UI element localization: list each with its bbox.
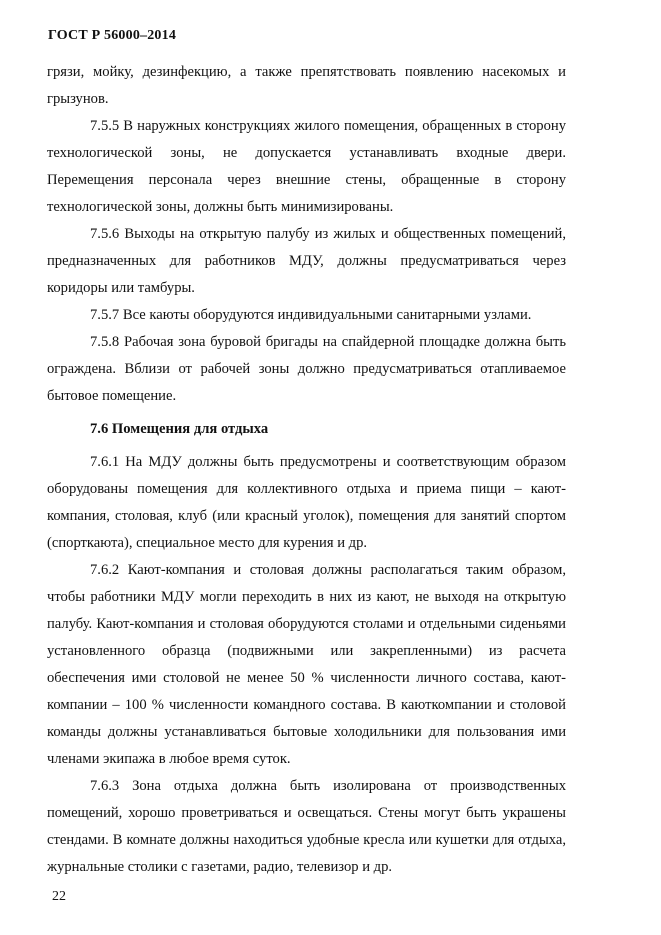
document-body bbox=[47, 59, 566, 881]
section-heading-7-6: 7.6 Помещения для отдыха bbox=[90, 421, 269, 437]
paragraph-continuation: грязи, мойку, дезинфекцию, а также препятствовать появлению насекомых и грызунов. bbox=[47, 64, 566, 107]
paragraph-7-5-6: 7.5.6 Выходы на открытую палубу из жилых и общественных помещений, предназначенных для работников МДУ, должны предусматриваться через коридоры или тамбуры. bbox=[47, 226, 566, 296]
paragraph-7-5-8: 7.5.8 Рабочая зона буровой бригады на спайдерной площадке должна быть ограждена. Вблизи от рабочей зоны должно предусматриваться отапливаемое бытовое помещение. bbox=[47, 334, 566, 404]
document-header: ГОСТ Р 56000–2014 bbox=[48, 28, 177, 43]
paragraph-7-5-5: 7.5.5 В наружных конструкциях жилого помещения, обращенных в сторону технологической зоны, не допускается устанавливать входные двери. Перемещения персонала через внешние стены, обращенные в сторону технологической зоны, должны быть минимизированы. bbox=[47, 118, 566, 215]
paragraph-7-5-7: 7.5.7 Все каюты оборудуются индивидуальными санитарными узлами. bbox=[90, 307, 532, 323]
paragraph-7-6-1: 7.6.1 На МДУ должны быть предусмотрены и соответствующим образом оборудованы помещения для коллективного отдыха и приема пищи – кают-компания, столовая, клуб (или красный уголок), помещения для занятий спортом (спорткаюта), специальное место для курения и др. bbox=[47, 454, 566, 551]
paragraph-7-6-2: 7.6.2 Кают-компания и столовая должны располагаться таким образом, чтобы работники МДУ могли переходить в них из кают, не выходя на открытую палубу. Кают-компания и столовая оборудуются столами и отдельными сиденьями установленного образца (подвижными или закрепленными) из расчета обеспечения ими столовой не менее 50 % численности личного состава, кают-компании – 100 % численности командного состава. В каюткомпании и столовой команды должны устанавливаться бытовые холодильники для пользования ими членами экипажа в любое время суток. bbox=[47, 562, 566, 767]
paragraph-7-6-3: 7.6.3 Зона отдыха должна быть изолирована от производственных помещений, хорошо проветриваться и освещаться. Стены могут быть украшены стендами. В комнате должны находиться удобные кресла или кушетки для отдыха, журнальные столики с газетами, радио, телевизор и др. bbox=[47, 778, 566, 875]
page-number: 22 bbox=[52, 889, 66, 904]
